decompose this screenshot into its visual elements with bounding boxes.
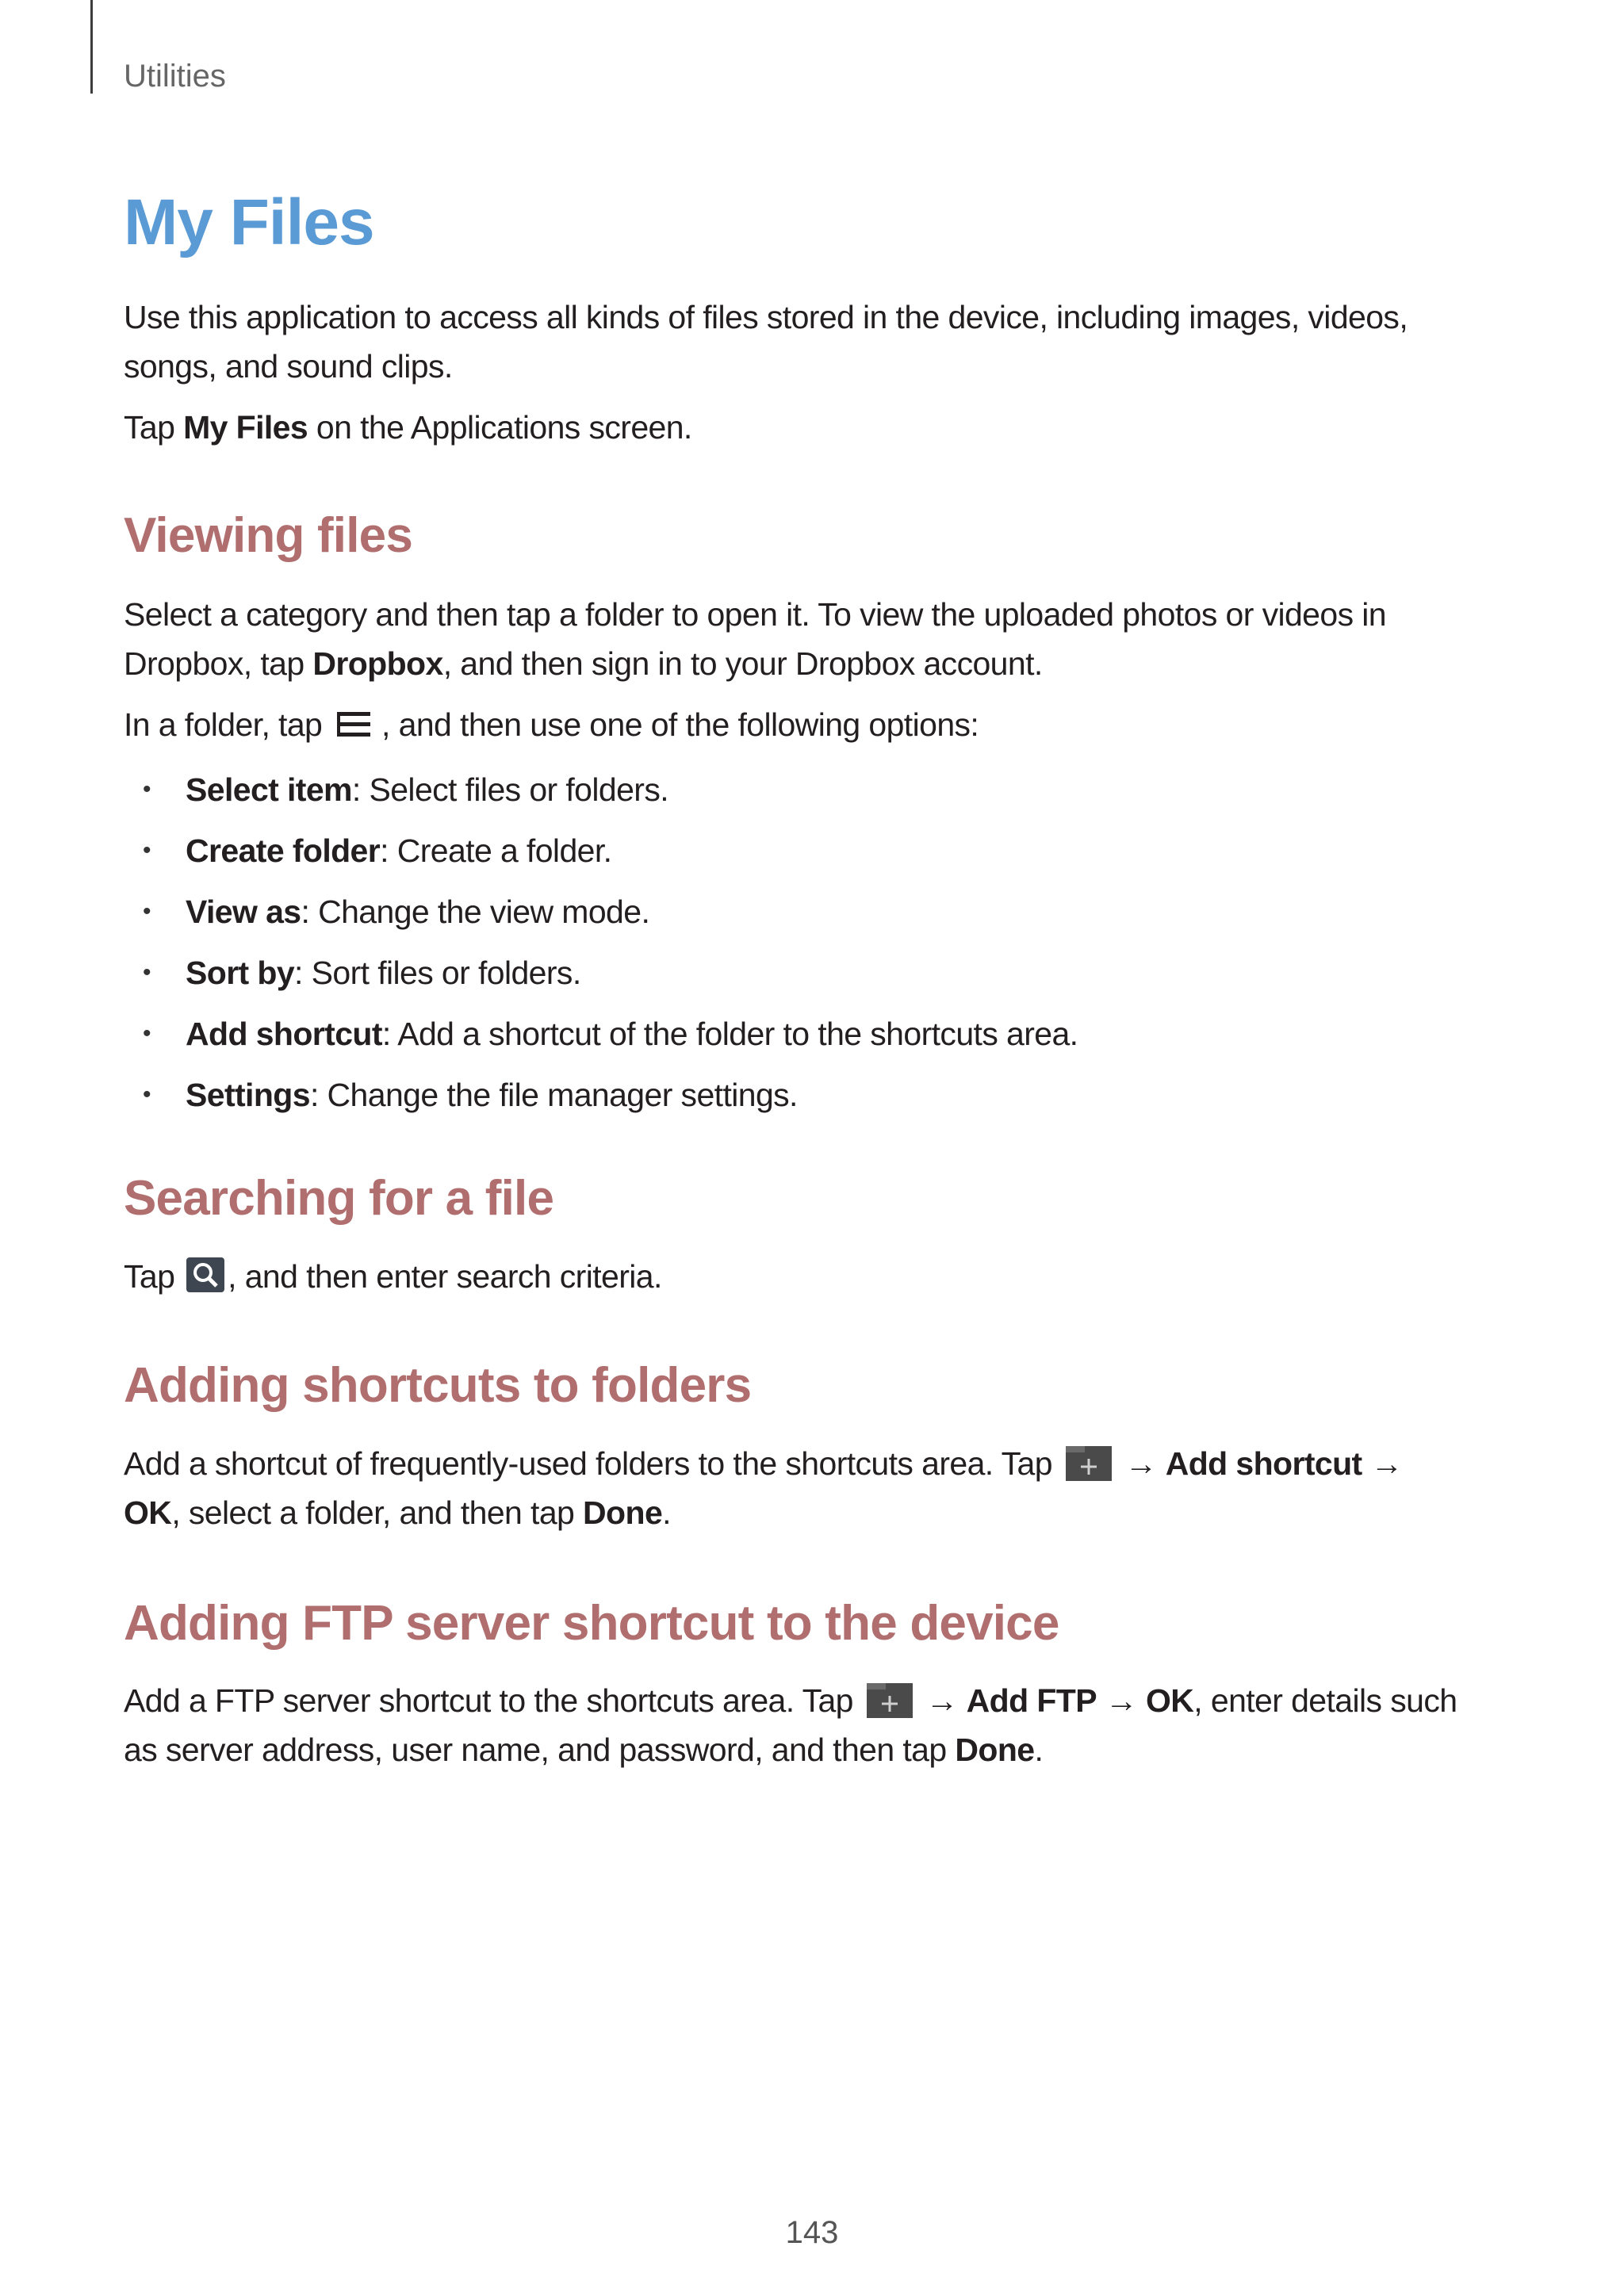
searching-prefix: Tap [124, 1258, 184, 1295]
list-item [124, 826, 1503, 887]
option-label: Create folder [186, 832, 381, 869]
shortcuts-arrow-1: → [1116, 1445, 1166, 1482]
intro-tap-prefix: Tap [124, 409, 184, 446]
searching-suffix: , and then enter search criteria. [228, 1258, 662, 1295]
shortcuts-bold-2: OK [124, 1494, 172, 1531]
list-item [124, 1009, 1503, 1070]
viewing-paragraph [124, 590, 1503, 688]
bullet-icon: • [143, 1020, 151, 1047]
ftp-bold-2: OK [1145, 1682, 1194, 1719]
option-desc: : Change the view mode. [301, 894, 650, 930]
viewing-options-suffix: , and then use one of the following options: [381, 706, 979, 743]
searching-heading: Searching for a file [124, 1171, 554, 1226]
shortcuts-heading: Adding shortcuts to folders [124, 1358, 752, 1413]
ftp-heading: Adding FTP server shortcut to the device [124, 1596, 1059, 1651]
list-item [124, 1070, 1503, 1131]
ftp-bold-1: Add FTP [966, 1682, 1097, 1719]
viewing-line-2-suffix: , and then sign in to your Dropbox account. [442, 645, 1043, 682]
ftp-line-1-prefix: Add a FTP server shortcut to the shortcuts area. Tap [124, 1682, 862, 1719]
menu-icon [334, 706, 378, 741]
option-desc: : Change the file manager settings. [309, 1077, 798, 1113]
option-label: Sort by [186, 955, 295, 991]
section-label: Utilities [124, 59, 226, 94]
viewing-line-1: Select a category and then tap a folder to open it. To view the uploaded photos or videos in [124, 596, 1386, 633]
page-title: My Files [124, 186, 374, 258]
option-label: Add shortcut [186, 1016, 382, 1052]
ftp-line-1-suffix: , enter details such [1193, 1682, 1457, 1719]
bullet-icon: • [143, 898, 151, 924]
option-label: Select item [186, 771, 352, 808]
ftp-end: . [1034, 1732, 1044, 1768]
shortcuts-line-1-prefix: Add a shortcut of frequently-used folders to the shortcuts area. Tap [124, 1445, 1061, 1482]
shortcuts-arrow-2: → [1362, 1445, 1403, 1482]
option-label: Settings [186, 1077, 310, 1113]
intro-tap-suffix: on the Applications screen. [308, 409, 692, 446]
header-rule [90, 0, 93, 94]
bullet-icon: • [143, 1081, 151, 1108]
intro-paragraph [124, 293, 1503, 391]
bullet-icon: • [143, 837, 151, 863]
viewing-line-2-bold: Dropbox [312, 645, 443, 682]
ftp-arrow-2: → [1096, 1682, 1146, 1719]
searching-paragraph [124, 1252, 1503, 1301]
ftp-arrow-1: → [917, 1682, 967, 1719]
shortcuts-bold-1: Add shortcut [1165, 1445, 1362, 1482]
add-folder-icon [1066, 1446, 1112, 1481]
bullet-icon: • [143, 959, 151, 985]
shortcuts-bold-3: Done [583, 1494, 663, 1531]
viewing-line-2-prefix: Dropbox, tap [124, 645, 313, 682]
intro-line-1: Use this application to access all kinds of files stored in the device, including images, videos, [124, 299, 1408, 335]
viewing-options-intro [124, 700, 1503, 749]
shortcuts-end: . [662, 1494, 671, 1531]
shortcuts-paragraph [124, 1439, 1503, 1537]
viewing-options-prefix: In a folder, tap [124, 706, 331, 743]
ftp-bold-3: Done [955, 1732, 1035, 1768]
option-desc: : Create a folder. [380, 832, 612, 869]
option-desc: : Add a shortcut of the folder to the shortcuts area. [381, 1016, 1078, 1052]
options-list [124, 765, 1503, 1131]
intro-tap-bold: My Files [183, 409, 308, 446]
option-desc: : Sort files or folders. [294, 955, 581, 991]
add-folder-icon [867, 1683, 913, 1718]
option-desc: : Select files or folders. [351, 771, 669, 808]
list-item [124, 887, 1503, 948]
shortcuts-mid: , select a folder, and then tap [171, 1494, 584, 1531]
intro-tap-instruction [124, 403, 1503, 452]
intro-line-2: songs, and sound clips. [124, 348, 453, 385]
bullet-icon: • [143, 776, 151, 802]
viewing-files-heading: Viewing files [124, 508, 413, 563]
page-number: 143 [785, 2215, 839, 2250]
ftp-paragraph [124, 1676, 1503, 1774]
list-item [124, 948, 1503, 1009]
option-label: View as [186, 894, 301, 930]
search-icon [186, 1257, 224, 1292]
list-item [124, 765, 1503, 826]
ftp-line-2-prefix: as server address, user name, and password, and then tap [124, 1732, 956, 1768]
